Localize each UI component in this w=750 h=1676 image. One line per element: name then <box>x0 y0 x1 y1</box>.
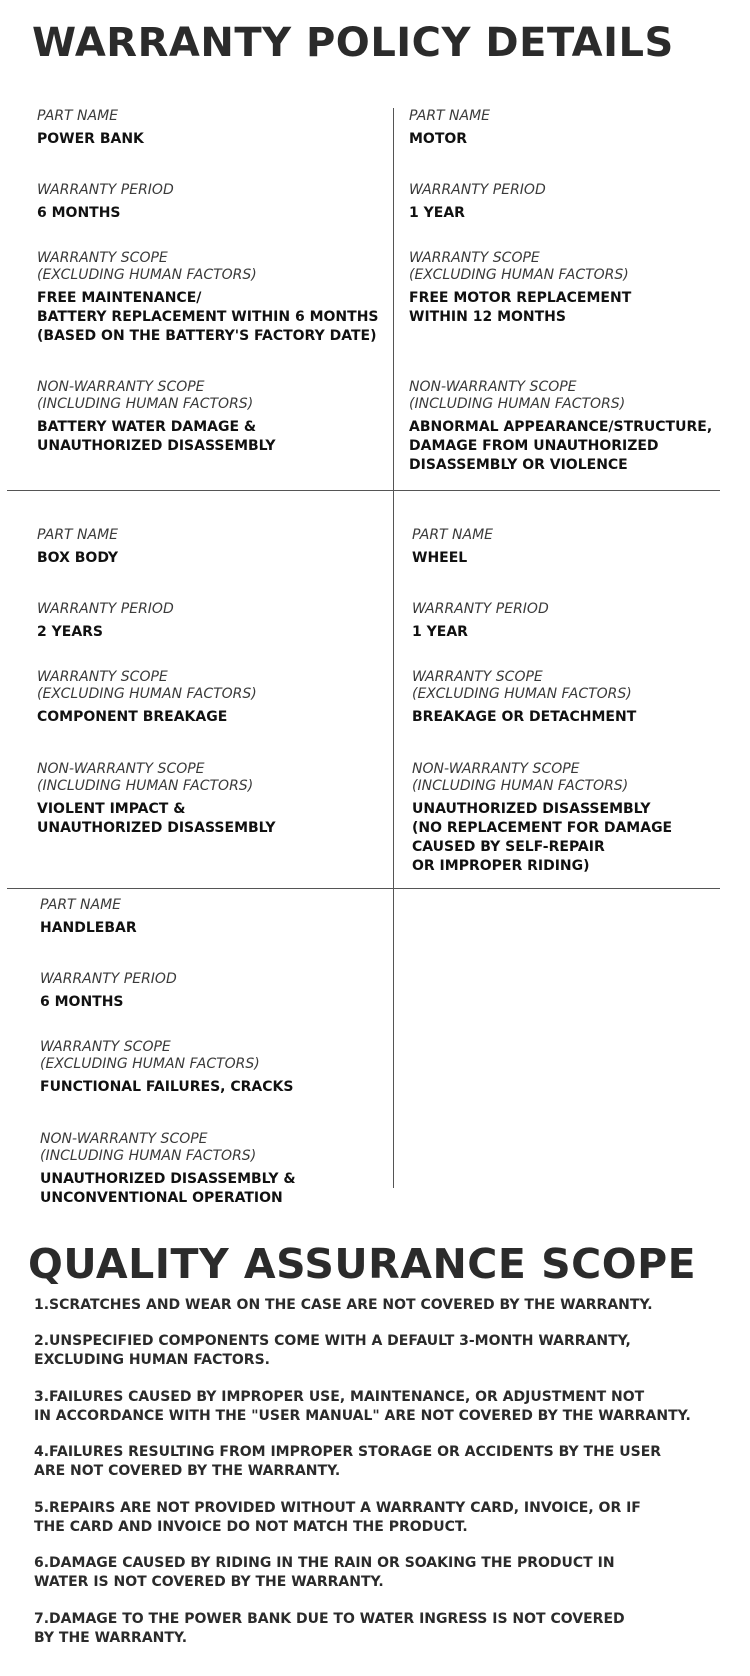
warranty-scope: BREAKAGE OR DETACHMENT <box>412 709 637 725</box>
warranty-period-label: WARRANTY PERIOD <box>37 601 174 617</box>
non-warranty-scope-label: NON-WARRANTY SCOPE (INCLUDING HUMAN FACTORS) <box>37 379 254 412</box>
part-name-label: PART NAME <box>37 108 119 124</box>
warranty-scope-label: WARRANTY SCOPE (EXCLUDING HUMAN FACTORS) <box>37 669 257 702</box>
quality-assurance-title: QUALITY ASSURANCE SCOPE <box>28 1240 697 1288</box>
qa-item: 2.UNSPECIFIED COMPONENTS COME WITH A DEFAULT 3-MONTH WARRANTY, EXCLUDING HUMAN FACTORS. <box>34 1333 631 1368</box>
qa-item: 4.FAILURES RESULTING FROM IMPROPER STORAGE OR ACCIDENTS BY THE USER ARE NOT COVERED BY THE WARRANTY. <box>34 1444 662 1479</box>
part-name-label: PART NAME <box>37 527 119 543</box>
non-warranty-scope-label: NON-WARRANTY SCOPE (INCLUDING HUMAN FACTORS) <box>37 761 254 794</box>
non-warranty-scope: BATTERY WATER DAMAGE & UNAUTHORIZED DISASSEMBLY <box>37 419 276 454</box>
warranty-period: 6 MONTHS <box>40 994 124 1010</box>
warranty-scope-label: WARRANTY SCOPE (EXCLUDING HUMAN FACTORS) <box>37 250 257 283</box>
part-name-label: PART NAME <box>409 108 491 124</box>
warranty-scope: COMPONENT BREAKAGE <box>37 709 228 725</box>
warranty-scope-label: WARRANTY SCOPE (EXCLUDING HUMAN FACTORS) <box>409 250 629 283</box>
warranty-scope: FREE MOTOR REPLACEMENT WITHIN 12 MONTHS <box>409 290 632 325</box>
non-warranty-scope: UNAUTHORIZED DISASSEMBLY & UNCONVENTIONAL OPERATION <box>40 1171 296 1206</box>
warranty-period-label: WARRANTY PERIOD <box>412 601 549 617</box>
part-name: POWER BANK <box>37 131 144 147</box>
warranty-period: 1 YEAR <box>409 205 465 221</box>
warranty-scope: FUNCTIONAL FAILURES, CRACKS <box>40 1079 294 1095</box>
non-warranty-scope: UNAUTHORIZED DISASSEMBLY (NO REPLACEMENT FOR DAMAGE CAUSED BY SELF-REPAIR OR IMPROPER RIDING) <box>412 801 673 874</box>
part-name-label: PART NAME <box>412 527 494 543</box>
part-name: HANDLEBAR <box>40 920 137 936</box>
non-warranty-scope-label: NON-WARRANTY SCOPE (INCLUDING HUMAN FACTORS) <box>409 379 626 412</box>
warranty-period: 1 YEAR <box>412 624 468 640</box>
warranty-period: 6 MONTHS <box>37 205 121 221</box>
part-name: BOX BODY <box>37 550 119 566</box>
grid-divider-horizontal <box>7 490 720 491</box>
qa-item: 7.DAMAGE TO THE POWER BANK DUE TO WATER INGRESS IS NOT COVERED BY THE WARRANTY. <box>34 1611 625 1646</box>
warranty-period-label: WARRANTY PERIOD <box>40 971 177 987</box>
warranty-scope-label: WARRANTY SCOPE (EXCLUDING HUMAN FACTORS) <box>412 669 632 702</box>
part-name-label: PART NAME <box>40 897 122 913</box>
grid-divider-vertical <box>393 108 394 1188</box>
non-warranty-scope-label: NON-WARRANTY SCOPE (INCLUDING HUMAN FACTORS) <box>412 761 629 794</box>
non-warranty-scope: ABNORMAL APPEARANCE/STRUCTURE, DAMAGE FROM UNAUTHORIZED DISASSEMBLY OR VIOLENCE <box>409 419 713 473</box>
non-warranty-scope: VIOLENT IMPACT & UNAUTHORIZED DISASSEMBLY <box>37 801 276 836</box>
page-title: WARRANTY POLICY DETAILS <box>32 20 674 66</box>
part-name: MOTOR <box>409 131 468 147</box>
warranty-period-label: WARRANTY PERIOD <box>409 182 546 198</box>
qa-item: 1.SCRATCHES AND WEAR ON THE CASE ARE NOT COVERED BY THE WARRANTY. <box>34 1297 653 1313</box>
qa-item: 6.DAMAGE CAUSED BY RIDING IN THE RAIN OR SOAKING THE PRODUCT IN WATER IS NOT COVERED BY THE WARRANTY. <box>34 1555 615 1590</box>
warranty-scope-label: WARRANTY SCOPE (EXCLUDING HUMAN FACTORS) <box>40 1039 260 1072</box>
qa-item: 3.FAILURES CAUSED BY IMPROPER USE, MAINTENANCE, OR ADJUSTMENT NOT IN ACCORDANCE WITH THE "USER MANUAL" ARE NOT COVERED BY THE WARRANTY. <box>34 1389 691 1424</box>
part-name: WHEEL <box>412 550 468 566</box>
warranty-period: 2 YEARS <box>37 624 104 640</box>
non-warranty-scope-label: NON-WARRANTY SCOPE (INCLUDING HUMAN FACTORS) <box>40 1131 257 1164</box>
warranty-period-label: WARRANTY PERIOD <box>37 182 174 198</box>
grid-divider-horizontal <box>7 888 720 889</box>
qa-item: 5.REPAIRS ARE NOT PROVIDED WITHOUT A WARRANTY CARD, INVOICE, OR IF THE CARD AND INVOICE DO NOT MATCH THE PRODUCT. <box>34 1500 641 1535</box>
warranty-scope: FREE MAINTENANCE/ BATTERY REPLACEMENT WITHIN 6 MONTHS (BASED ON THE BATTERY'S FACTORY DATE) <box>37 290 379 344</box>
